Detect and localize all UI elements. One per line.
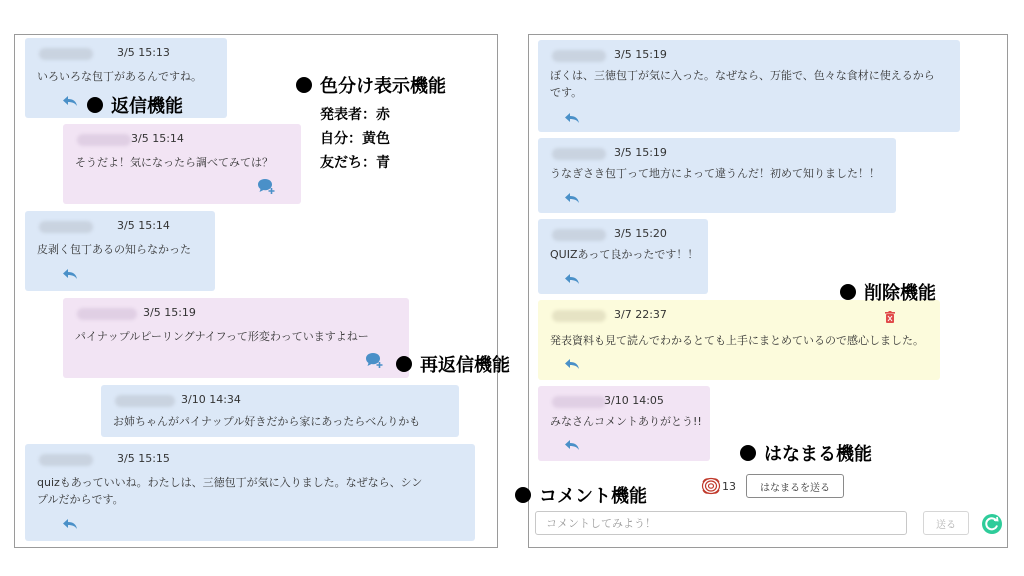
annotation-label: 削除機能 bbox=[864, 283, 936, 304]
comment-text: みなさんコメントありがとう!! bbox=[550, 415, 702, 428]
comment-text-line: プルだからです。 bbox=[37, 493, 124, 506]
comment-timestamp: 3/10 14:34 bbox=[181, 393, 241, 406]
sender-name-blurred bbox=[115, 395, 175, 407]
trash-icon[interactable] bbox=[885, 311, 895, 323]
comment-input[interactable] bbox=[535, 511, 907, 535]
annotation-label: 返信機能 bbox=[111, 96, 183, 117]
comment-timestamp: 3/5 15:19 bbox=[143, 306, 196, 319]
comment-bubble-poster bbox=[538, 386, 710, 461]
comment-bubble-friend bbox=[101, 385, 459, 437]
comment-bubble-friend bbox=[25, 211, 215, 291]
hanamaru-flower-icon[interactable] bbox=[701, 477, 721, 495]
bullet-dot bbox=[396, 356, 412, 372]
comment-timestamp: 3/5 15:19 bbox=[614, 146, 667, 159]
comment-bubble-friend bbox=[538, 138, 896, 213]
comment-text: 発表資料も見て読んでわかるとても上手にまとめているので感心しました。 bbox=[550, 334, 924, 347]
bullet-dot bbox=[296, 77, 312, 93]
comment-text: うなぎさき包丁って地方によって違うんだ！初めて知りました！！ bbox=[550, 167, 880, 180]
comment-timestamp: 3/5 15:13 bbox=[117, 46, 170, 59]
legend-friend-blue: 友だち：青 bbox=[320, 155, 390, 171]
comment-text bbox=[37, 474, 422, 508]
comment-bubble-poster bbox=[63, 298, 409, 378]
sender-name-blurred bbox=[552, 396, 606, 408]
comment-bubble-self bbox=[538, 300, 940, 380]
reply-arrow-icon[interactable] bbox=[564, 112, 580, 124]
comment-timestamp: 3/5 15:14 bbox=[117, 219, 170, 232]
annotation-label: 再返信機能 bbox=[420, 355, 510, 376]
comment-text: パイナップルピーリングナイフって形変わっていますよねー bbox=[75, 330, 369, 343]
comment-timestamp: 3/10 14:05 bbox=[604, 394, 664, 407]
refresh-icon[interactable] bbox=[981, 513, 1003, 535]
annotation-delete-feature bbox=[840, 279, 936, 305]
comment-text: いろいろな包丁があるんですね。 bbox=[37, 70, 202, 83]
comment-text: そうだよ！気になったら調べてみては？ bbox=[75, 156, 273, 169]
sender-name-blurred bbox=[39, 48, 93, 60]
comment-text: QUIZあって良かったです！！ bbox=[550, 248, 699, 261]
comment-bubble-friend bbox=[538, 40, 960, 132]
sender-name-blurred bbox=[552, 229, 606, 241]
sender-name-blurred bbox=[552, 148, 606, 160]
comment-text-line: です。 bbox=[550, 86, 583, 99]
right-comment-panel bbox=[528, 34, 1008, 548]
comment-timestamp: 3/7 22:37 bbox=[614, 308, 667, 321]
annotation-label: 色分け表示機能 bbox=[320, 76, 446, 97]
reply-arrow-icon[interactable] bbox=[564, 358, 580, 370]
comment-timestamp: 3/5 15:20 bbox=[614, 227, 667, 240]
reply-arrow-icon[interactable] bbox=[564, 192, 580, 204]
annotation-comment-feature bbox=[515, 482, 647, 508]
reply-arrow-icon[interactable] bbox=[564, 273, 580, 285]
comment-text: お姉ちゃんがパイナップル好きだから家にあったらべんりかも bbox=[113, 415, 421, 428]
sender-name-blurred bbox=[552, 310, 606, 322]
comment-timestamp: 3/5 15:14 bbox=[131, 132, 184, 145]
annotation-hanamaru-feature bbox=[740, 440, 872, 466]
sender-name-blurred bbox=[39, 454, 93, 466]
comment-text-line: quizもあっていいね。わたしは、三徳包丁が気に入りました。なぜなら、シン bbox=[37, 476, 423, 489]
annotation-reply-feature bbox=[87, 92, 183, 118]
comment-text: 皮剥く包丁あるの知らなかった bbox=[37, 243, 191, 256]
comment-timestamp: 3/5 15:19 bbox=[614, 48, 667, 61]
bullet-dot bbox=[87, 97, 103, 113]
bullet-dot bbox=[515, 487, 531, 503]
comment-plus-icon[interactable] bbox=[365, 352, 383, 368]
sender-name-blurred bbox=[39, 221, 93, 233]
send-button[interactable]: 送る bbox=[923, 511, 969, 535]
sender-name-blurred bbox=[77, 308, 137, 320]
sender-name-blurred bbox=[552, 50, 606, 62]
comment-timestamp: 3/5 15:15 bbox=[117, 452, 170, 465]
reply-arrow-icon[interactable] bbox=[62, 518, 78, 530]
comment-bubble-friend bbox=[25, 444, 475, 541]
bullet-dot bbox=[840, 284, 856, 300]
annotation-label: コメント機能 bbox=[539, 486, 647, 507]
annotation-color-feature bbox=[296, 72, 446, 98]
reply-arrow-icon[interactable] bbox=[564, 439, 580, 451]
legend-poster-red: 発表者：赤 bbox=[320, 107, 390, 123]
comment-plus-icon[interactable] bbox=[257, 178, 275, 194]
reply-arrow-icon[interactable] bbox=[62, 268, 78, 280]
bullet-dot bbox=[740, 445, 756, 461]
comment-text bbox=[550, 67, 935, 101]
sender-name-blurred bbox=[77, 134, 131, 146]
legend-self-yellow: 自分：黄色 bbox=[320, 131, 390, 147]
annotation-label: はなまる機能 bbox=[764, 444, 872, 465]
send-hanamaru-button[interactable]: はなまるを送る bbox=[746, 474, 844, 498]
comment-bubble-friend bbox=[538, 219, 708, 294]
annotation-rereply-feature bbox=[396, 351, 510, 377]
reply-arrow-icon[interactable] bbox=[62, 95, 78, 107]
comment-text-line: ぼくは、三徳包丁が気に入った。なぜなら、万能で、色々な食材に使えるから bbox=[550, 69, 935, 82]
comment-bubble-poster bbox=[63, 124, 301, 204]
hanamaru-count: 13 bbox=[722, 480, 736, 493]
